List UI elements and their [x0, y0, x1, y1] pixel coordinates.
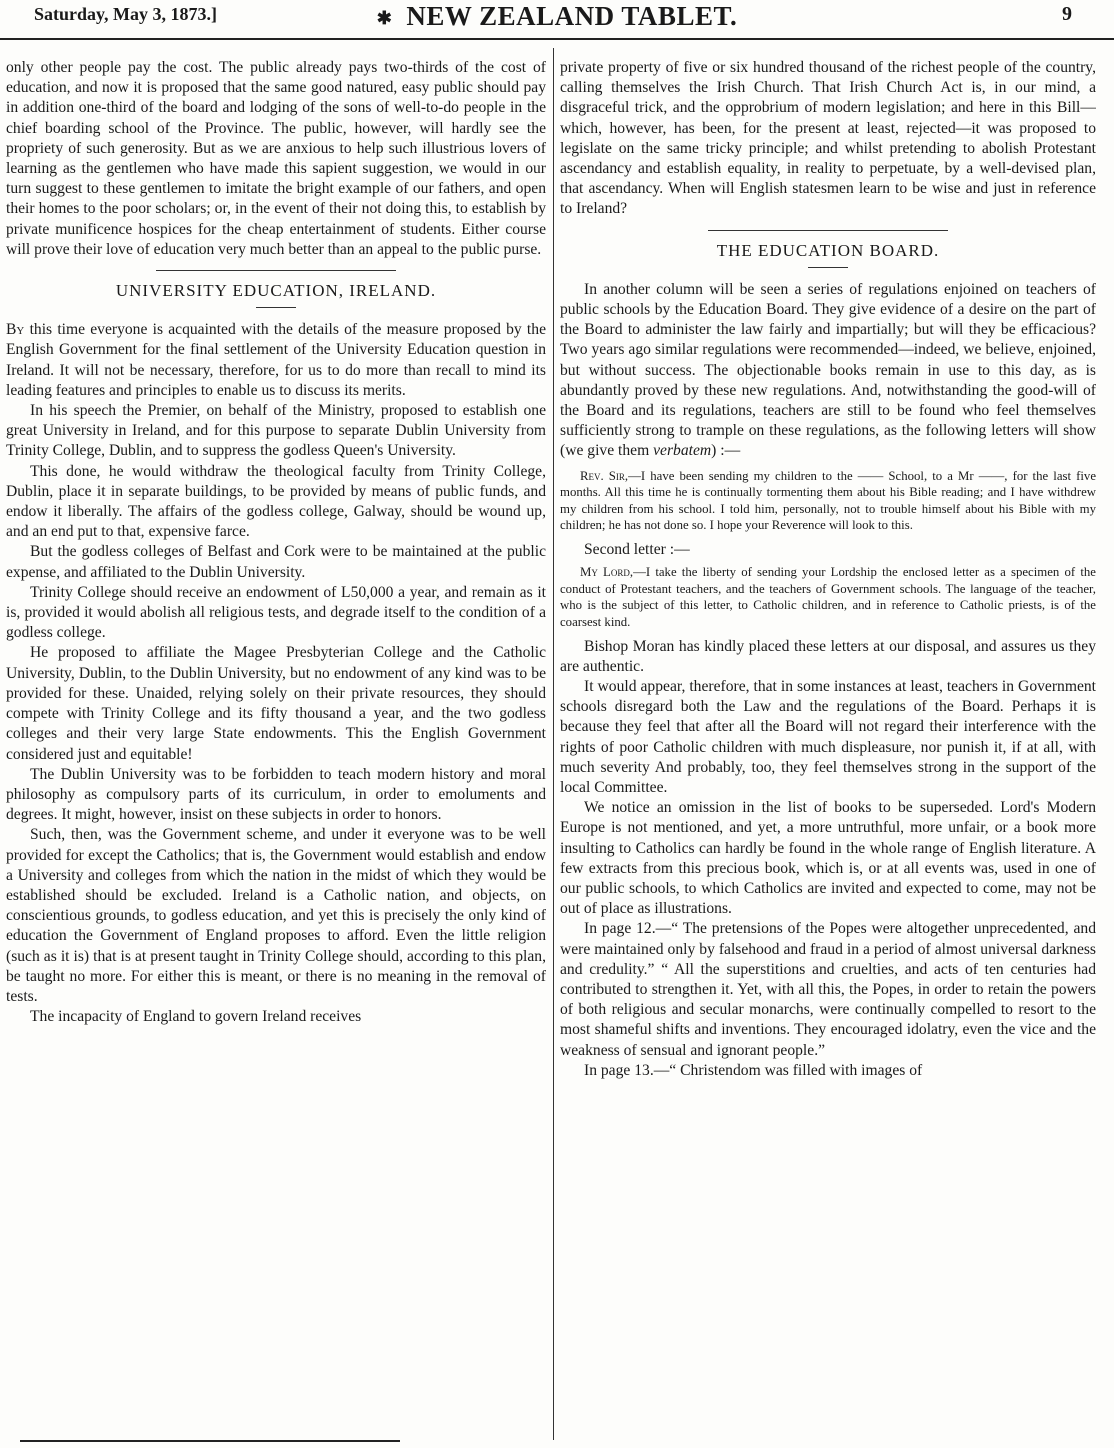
paragraph: In page 13.—“ Christendom was filled with images of: [584, 1061, 923, 1079]
paragraph: In another column will be seen a series of regulations enjoined on teachers of public schools by the Education Board. They give evidence of a desire on the part of the Board to administer the law fairly and impartially; but will they be efficacious? Two years ago similar regulations were recommended—indeed, we believe, enjoined, but without success. The objectionable books remain in use to this day, as is abundantly proved by these new regulations. And, notwithstanding the good-will of the Board and its regulations, teachers are still to be found who feel themselves sufficiently strong to trample on these regulations, as the following letters will show (we give them verbatem) :—: [560, 280, 1096, 460]
paragraph: But the godless colleges of Belfast and Cork were to be maintained at the public expense, and affiliated to the Dublin University.: [6, 543, 546, 581]
paragraph: The incapacity of England to govern Ireland receives: [30, 1008, 362, 1026]
newspaper-title-text: NEW ZEALAND TABLET.: [406, 1, 738, 31]
second-letter-label: Second letter :—: [584, 541, 690, 559]
section-divider: [156, 270, 396, 271]
quoted-letter-1: Rev. Sir,—I have been sending my children to the —— School, to a Mr ——, for the last five months. All this time he is continually tormenting them about his Bible reading; and I have withdrew my children from his school. I told him, personally, not to trouble himself about his Bible with my children; he has not done so. I hope your Reverence will look to this.: [560, 468, 1096, 533]
paragraph: Bishop Moran has kindly placed these letters at our disposal, and assures us they are authentic.: [560, 637, 1096, 675]
asterism-icon: ✱: [376, 8, 393, 29]
paragraph: It would appear, therefore, that in some instances at least, teachers in Government schools disregard both the Law and the regulations of the Board. Perhaps it is because they feel that after all the Board will not regard their interference with the rights of poor Catholic children with much displeasure, nor punish it, if at all, with much severity And probably, too, they feel themselves strong in the support of the local Committee.: [560, 678, 1096, 797]
paragraph: He proposed to affiliate the Magee Presbyterian College and the Catholic University, Dublin, to the Dublin University, but no endowment of any kind was to be provided for these. Unaided, relying solely on their private resources, they should compete with Trinity College and its fifty thousand a year, and the two godless colleges and their very large State endowments. This the English Government considered just and equitable!: [6, 644, 546, 763]
column-divider: [553, 48, 554, 1440]
paragraph: We notice an omission in the list of books to be superseded. Lord's Modern Europe is not mentioned, and yet, a more untruthful, more unfair, or a book more insulting to Catholics can hardly be found in the whole range of English literature. A few extracts from this precious book, which is, or at all events was, used in one of our public schools, to which Catholics are invited and expected to come, may not be out of place as illustrations.: [560, 799, 1096, 918]
quoted-letter-2: My Lord,—I take the liberty of sending your Lordship the enclosed letter as a specimen of the conduct of Protestant teachers, and the teachers of Government schools. The language of the teacher, who is the subject of this letter, to Catholic children, and in reference to Catholic priests, is of the coarsest kind.: [560, 565, 1096, 630]
continued-paragraph: private property of five or six hundred thousand of the richest people of the country, calling themselves the Irish Church. That Irish Church Act is, in our mind, a disgraceful trick, and the opprobrium of modern legislation; and here in this Bill—which, however, has been, for the present at least, rejected—it was proposed to legislate on the same tricky principle; and whilst pretending to abolish Protestant ascendancy and establish equality, in reality to perpetuate, by a well-devised plan, that ascendancy. When will English statesmen learn to be wise and just in reference to Ireland?: [560, 59, 1096, 218]
bottom-rule: [20, 1440, 400, 1442]
left-column: [6, 58, 546, 1438]
drop-lead: By: [6, 321, 25, 339]
paragraph: Such, then, was the Government scheme, and under it everyone was to be well provided for except the Catholics; that is, the Government would establish and endow a University and colleges from which the nation in the midst of which they would be established should be excluded. Ireland is a Catholic nation, and objects, on conscientious grounds, to godless education, and yet this is precisely the only kind of education the Government of England proposes to afford. Even the little religion (such as it is) that is at present taught in Trinity College should, according to this plan, be taught no more. For either this is meant, or there is no meaning in the removal of tests.: [6, 826, 546, 1005]
issue-date: Saturday, May 3, 1873.]: [34, 4, 218, 24]
section-divider: [708, 230, 948, 231]
newspaper-title: [0, 1, 1114, 32]
continued-paragraph: only other people pay the cost. The public already pays two-thirds of the cost of education, and now it is proposed that the same good natured, easy public should pay in addition one-third of the board and lodging of the sons of well-to-do people in the chief boarding school of the Province. The public, however, will hardly see the propriety of such generosity. But as we are anxious to help such illustrious lovers of learning as the gentlemen who have made this sapient suggestion, we would in our turn suggest to these gentlemen to imitate the bright example of our fathers, and open their homes to the poor scholars; or, in the event of their not doing this, to establish by private munificence hospices for the cheap entertainment of students. Either course will prove their love of education very much better than an appeal to the public purse.: [6, 59, 546, 258]
paragraph: In page 12.—“ The pretensions of the Popes were altogether unprecedented, and were maintained only by falsehood and fraud in a period of almost universal darkness and credulity.” “ All the superstitions and cruelties, and acts of ten centuries had contributed to strengthen it. Yet, with all this, the Popes, in order to retain the powers of both religious and secular monarchs, were continually compelled to resort to the most shameful shifts and inventions. They encouraged idolatry, even the vice and the weakness of sensual and ignorant people.”: [560, 920, 1096, 1059]
title-underline: [808, 267, 848, 268]
right-column: [560, 58, 1096, 1438]
paragraph: By this time everyone is acquainted with the details of the measure proposed by the English Government for the final settlement of the University Education question in Ireland. It will not be necessary, therefore, for us to do more than recall to mind its leading features and principles to enable us to discuss its merits.: [6, 321, 546, 399]
article-title-university: UNIVERSITY EDUCATION, IRELAND.: [115, 281, 437, 301]
masthead: [0, 0, 1114, 40]
paragraph: In his speech the Premier, on behalf of the Ministry, proposed to establish one great University in Ireland, and for this purpose to separate Dublin University from Trinity College, Dublin, and to suppress the godless Queen's University.: [6, 402, 546, 460]
page-number: 9: [1062, 3, 1072, 25]
article-title-education-board: THE EDUCATION BOARD.: [716, 240, 940, 260]
title-underline: [256, 307, 296, 308]
paragraph: Trinity College should receive an endowment of L50,000 a year, and remain as it is, provided it would abolish all religious tests, and degrade itself to the condition of a godless college.: [6, 583, 546, 642]
paragraph: The Dublin University was to be forbidden to teach modern history and moral philosophy as compulsory parts of its curriculum, in order to emoluments and degrees. It might, however, insist on these subjects in order to honors.: [6, 765, 546, 824]
paragraph: This done, he would withdraw the theological faculty from Trinity College, Dublin, place it in separate buildings, to be provided by means of public funds, and endow it liberally. The affairs of the godless college, Galway, should be wound up, and an end put to that, expensive farce.: [6, 462, 546, 541]
